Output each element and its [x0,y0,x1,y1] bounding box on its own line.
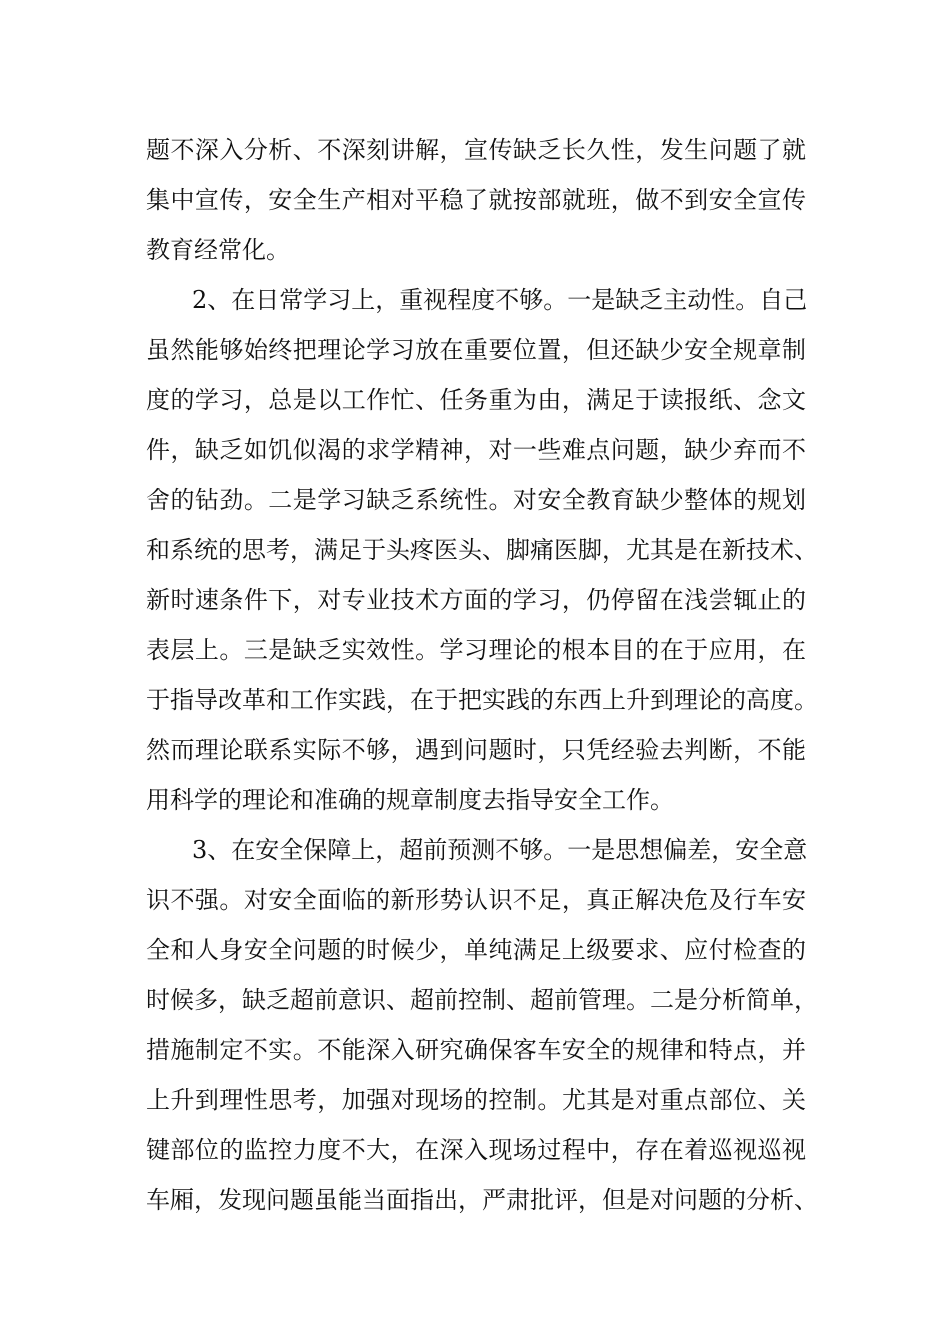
text-line: 虽然能够始终把理论学习放在重要位置，但还缺少安全规章制 [146,336,806,364]
text-line: 舍的钻劲。二是学习缺乏系统性。对安全教育缺少整体的规划 [146,486,806,514]
text-line: 题不深入分析、不深刻讲解，宣传缺乏长久性，发生问题了就 [146,136,806,164]
text-line: 件，缺乏如饥似渴的求学精神，对一些难点问题，缺少弃而不 [146,436,806,464]
text-line: 全和人身安全问题的时候少，单纯满足上级要求、应付检查的 [146,936,806,964]
text-line: 上升到理性思考，加强对现场的控制。尤其是对重点部位、关 [146,1086,806,1114]
text-line: 3、在安全保障上，超前预测不够。一是思想偏差，安全意 [192,836,808,864]
text-line: 集中宣传，安全生产相对平稳了就按部就班，做不到安全宣传 [146,186,806,214]
text-line: 键部位的监控力度不大，在深入现场过程中，存在着巡视巡视 [146,1136,806,1164]
text-line: 于指导改革和工作实践，在于把实践的东西上升到理论的高度。 [146,686,818,714]
text-line: 措施制定不实。不能深入研究确保客车安全的规律和特点，并 [146,1036,806,1064]
text-line: 时候多，缺乏超前意识、超前控制、超前管理。二是分析简单， [146,986,818,1014]
text-line: 新时速条件下，对专业技术方面的学习，仍停留在浅尝辄止的 [146,586,806,614]
text-line: 用科学的理论和准确的规章制度去指导安全工作。 [146,786,674,814]
text-line: 然而理论联系实际不够，遇到问题时，只凭经验去判断，不能 [146,736,806,764]
text-line: 教育经常化。 [146,236,290,264]
text-line: 表层上。三是缺乏实效性。学习理论的根本目的在于应用，在 [146,636,806,664]
text-line: 和系统的思考，满足于头疼医头、脚痛医脚，尤其是在新技术、 [146,536,818,564]
text-line: 度的学习，总是以工作忙、任务重为由，满足于读报纸、念文 [146,386,806,414]
text-line: 2、在日常学习上，重视程度不够。一是缺乏主动性。自己 [192,286,808,314]
text-line: 车厢，发现问题虽能当面指出，严肃批评，但是对问题的分析、 [146,1186,818,1214]
text-line: 识不强。对安全面临的新形势认识不足，真正解决危及行车安 [146,886,806,914]
body-text [146,125,818,1225]
